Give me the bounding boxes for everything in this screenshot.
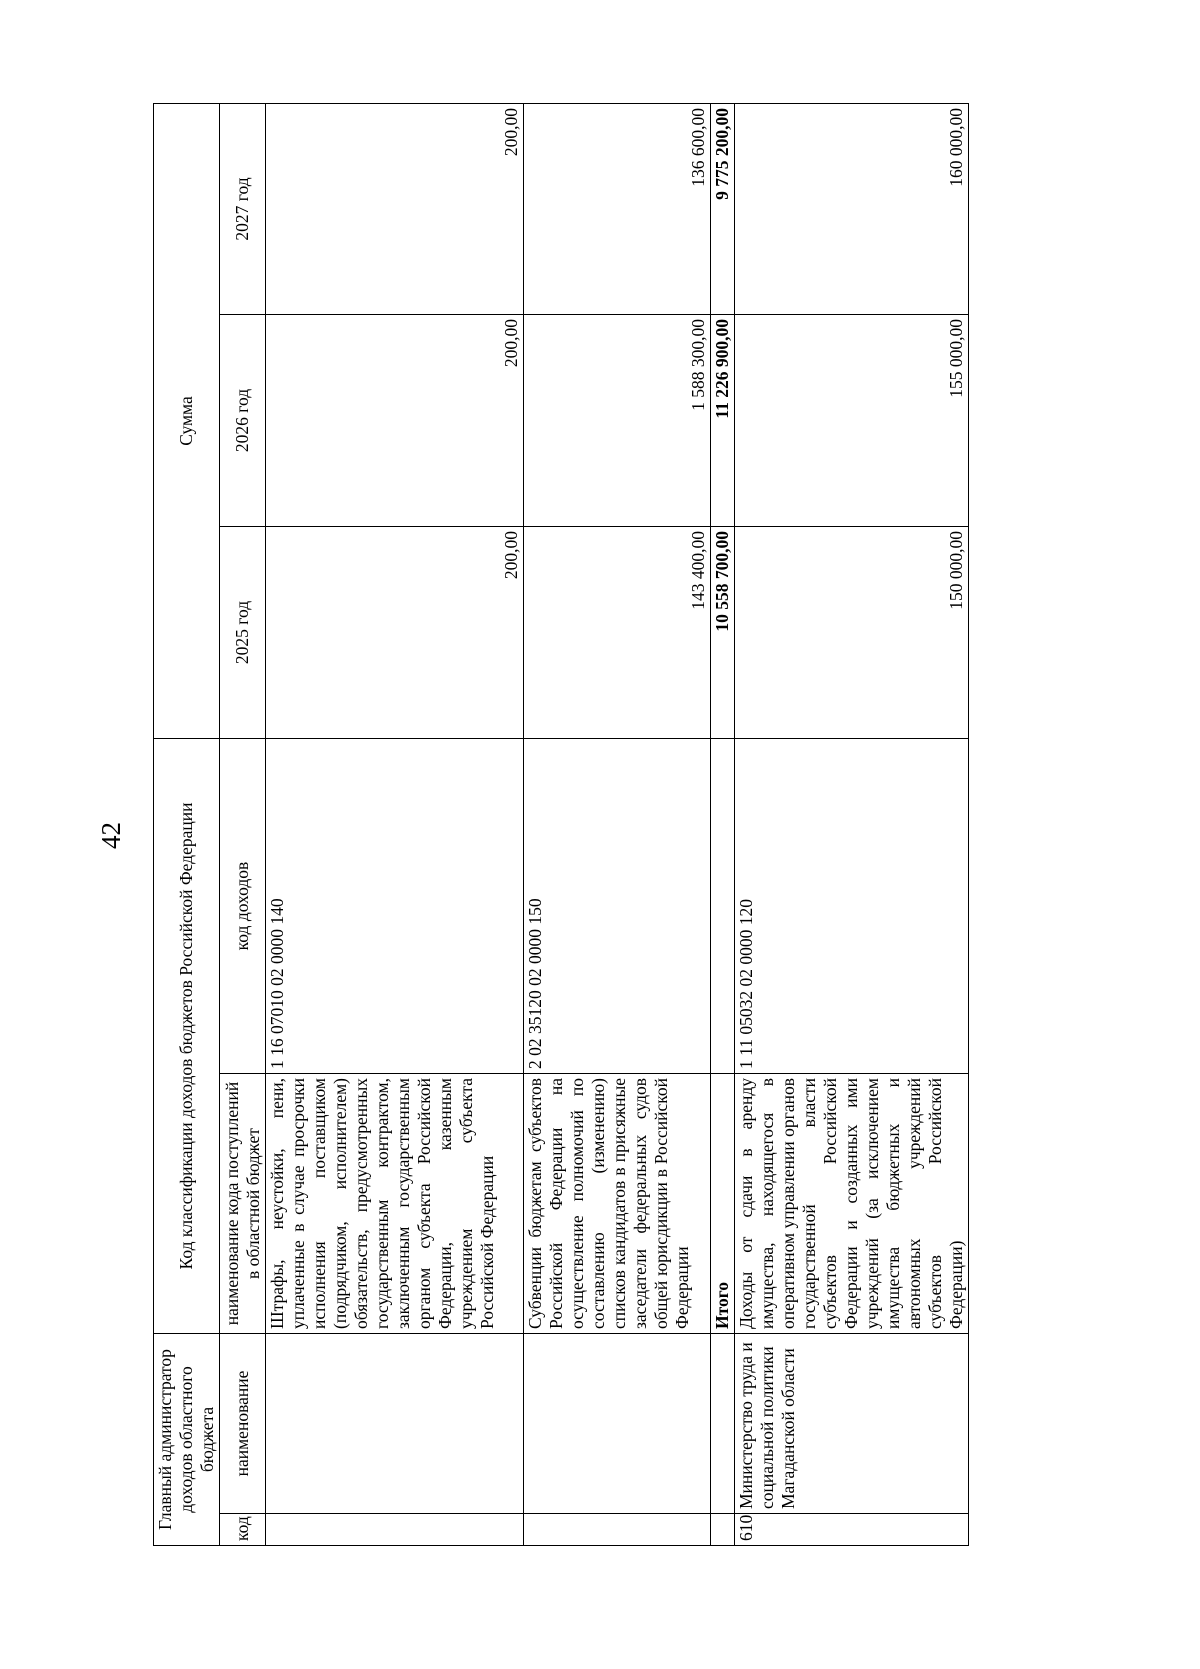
header-year-2027: 2027 год <box>220 103 266 314</box>
admin-code-cell <box>266 1514 524 1546</box>
total-code-cell <box>711 1514 735 1546</box>
sum-2025-cell: 200,00 <box>266 527 524 739</box>
total-2025-cell: 10 558 700,00 <box>711 527 735 739</box>
header-admin-group: Главный администратор доходов областного бюджета <box>154 1334 220 1546</box>
total-admin-cell <box>711 1334 735 1514</box>
header-income-name: наименование кода поступлений в областной бюджет <box>220 1074 266 1334</box>
total-row <box>711 103 735 1545</box>
income-code-cell: 1 16 07010 02 0000 140 <box>266 739 524 1074</box>
revenue-table <box>153 103 969 1546</box>
income-code-cell: 1 11 05032 02 0000 120 <box>735 739 969 1074</box>
total-label: Итого <box>711 1074 735 1334</box>
total-income-code-cell <box>711 739 735 1074</box>
table-row <box>266 103 524 1545</box>
header-year-2025: 2025 год <box>220 527 266 739</box>
admin-name-cell: Министерство труда и социальной политики Магаданской области <box>735 1334 969 1514</box>
income-name-cell: Штрафы, неустойки, пени, уплаченные в случае просрочки исполнения поставщиком (подрядчиком, исполнителем) обязательств, предусмотренных государственным контрактом, заключенным государственным органом субъекта Российской Федерации, казенным учреждением субъекта Российской Федерации <box>266 1074 524 1334</box>
admin-name-cell <box>524 1334 711 1514</box>
header-income-code: код доходов <box>220 739 266 1074</box>
page-number: 42 <box>96 822 126 849</box>
income-code-cell: 2 02 35120 02 0000 150 <box>524 739 711 1074</box>
rotated-table-container <box>153 104 1003 1546</box>
header-admin-name: наименование <box>220 1334 266 1514</box>
income-name-cell: Субвенции бюджетам субъектов Российской Федерации на осуществление полномочий по составлению (изменению) списков кандидатов в присяжные заседатели федеральных судов общей юрисдикции в Российской Федерации <box>524 1074 711 1334</box>
header-sum-group: Сумма <box>154 103 220 738</box>
sum-2027-cell: 136 600,00 <box>524 103 711 314</box>
sum-2027-cell: 160 000,00 <box>735 103 969 314</box>
sum-2026-cell: 1 588 300,00 <box>524 315 711 527</box>
sum-2025-cell: 150 000,00 <box>735 527 969 739</box>
sum-2025-cell: 143 400,00 <box>524 527 711 739</box>
header-admin-code: код <box>220 1514 266 1546</box>
table-row <box>524 103 711 1545</box>
admin-code-cell <box>524 1514 711 1546</box>
sum-2026-cell: 155 000,00 <box>735 315 969 527</box>
header-row-1 <box>154 103 220 1545</box>
table-row <box>735 103 969 1545</box>
total-2026-cell: 11 226 900,00 <box>711 315 735 527</box>
admin-name-cell <box>266 1334 524 1514</box>
header-row-2 <box>220 103 266 1545</box>
admin-code-cell: 610 <box>735 1514 969 1546</box>
header-year-2026: 2026 год <box>220 315 266 527</box>
header-classification-group: Код классификации доходов бюджетов Российской Федерации <box>154 739 220 1334</box>
total-2027-cell: 9 775 200,00 <box>711 103 735 314</box>
sum-2026-cell: 200,00 <box>266 315 524 527</box>
sum-2027-cell: 200,00 <box>266 103 524 314</box>
income-name-cell: Доходы от сдачи в аренду имущества, находящегося в оперативном управлении органов государственной власти субъектов Российской Федерации и созданных ими учреждений (за исключением имущества бюджетных и автономных учреждений субъектов Российской Федерации) <box>735 1074 969 1334</box>
